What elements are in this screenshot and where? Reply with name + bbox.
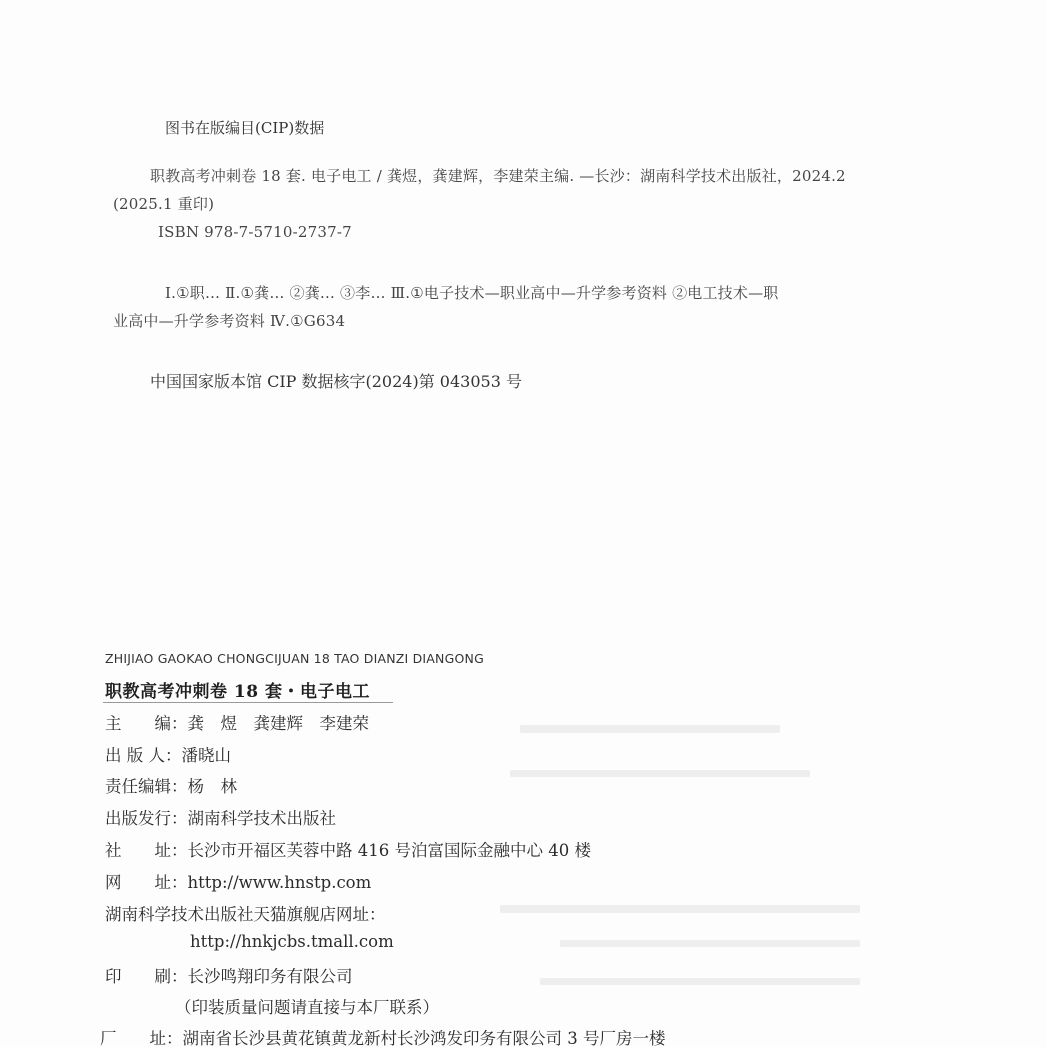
bleed-through-mark (560, 940, 860, 947)
credit-value: 潘晓山 (181, 746, 231, 765)
credit-printer (105, 963, 353, 987)
cip-classification-line: 业高中—升学参考资料 Ⅳ.①G634 (113, 312, 346, 330)
credit-tmall-store (105, 901, 386, 925)
credit-factory-address (100, 1025, 666, 1047)
credit-value: （印装质量问题请直接与本厂联系） (175, 998, 439, 1017)
credit-value: http://www.hnstp.com (187, 873, 372, 892)
credit-print-note (175, 994, 439, 1018)
credit-value: 湖南科学技术出版社天猫旗舰店网址： (105, 905, 386, 924)
cip-heading: 图书在版编目(CIP)数据 (165, 119, 325, 137)
cip-entry-line: (2025.1 重印) (113, 195, 215, 213)
credit-label: 出 版 人： (105, 746, 182, 765)
credit-value: 长沙鸣翔印务有限公司 (187, 967, 353, 986)
pinyin-title: ZHIJIAO GAOKAO CHONGCIJUAN 18 TAO DIANZI DIANGONG (105, 651, 484, 666)
cip-entry-line: 职教高考冲刺卷 18 套. 电子电工 / 龚煜，龚建辉，李建荣主编. —长沙：湖南科学技术出版社，2024.2 (150, 167, 846, 185)
cip-classification-line: Ⅰ.①职… Ⅱ.①龚… ②龚… ③李… Ⅲ.①电子技术—职业高中—升学参考资料 ②电工技术—职 (165, 284, 779, 302)
credit-value: http://hnkjcbs.tmall.com (190, 932, 394, 951)
credit-tmall-url (190, 932, 394, 951)
credit-responsible-editor (105, 773, 237, 797)
credit-value: 龚 煜 龚建辉 李建荣 (187, 714, 369, 733)
credit-label: 印 刷： (105, 967, 188, 986)
credit-value: 湖南科学技术出版社 (187, 809, 336, 828)
book-title: 职教高考冲刺卷 18 套・电子电工 (105, 682, 370, 702)
credit-chief-editor (105, 710, 369, 734)
credit-value: 湖南省长沙县黄花镇黄龙新村长沙鸿发印务有限公司 3 号厂房一楼 (182, 1029, 666, 1047)
credit-publisher-person (105, 742, 231, 766)
bleed-through-mark (540, 978, 860, 985)
credit-website (105, 869, 371, 893)
credit-value: 杨 林 (187, 777, 237, 796)
credit-label: 出版发行： (105, 809, 188, 828)
title-divider (103, 702, 393, 703)
credit-label: 责任编辑： (105, 777, 188, 796)
bleed-through-mark (510, 770, 810, 777)
credit-label: 网 址： (105, 873, 188, 892)
credit-label: 厂 址： (100, 1029, 183, 1047)
credit-label: 社 址： (105, 841, 188, 860)
credit-label: 主 编： (105, 714, 188, 733)
credit-address (105, 837, 591, 861)
credit-value: 长沙市开福区芙蓉中路 416 号泊富国际金融中心 40 楼 (187, 841, 591, 860)
bleed-through-mark (500, 905, 860, 913)
cip-record-number: 中国国家版本馆 CIP 数据核字(2024)第 043053 号 (150, 372, 522, 391)
isbn-number: ISBN 978-7-5710-2737-7 (158, 223, 352, 241)
bleed-through-mark (520, 725, 780, 733)
credit-publisher (105, 805, 336, 829)
